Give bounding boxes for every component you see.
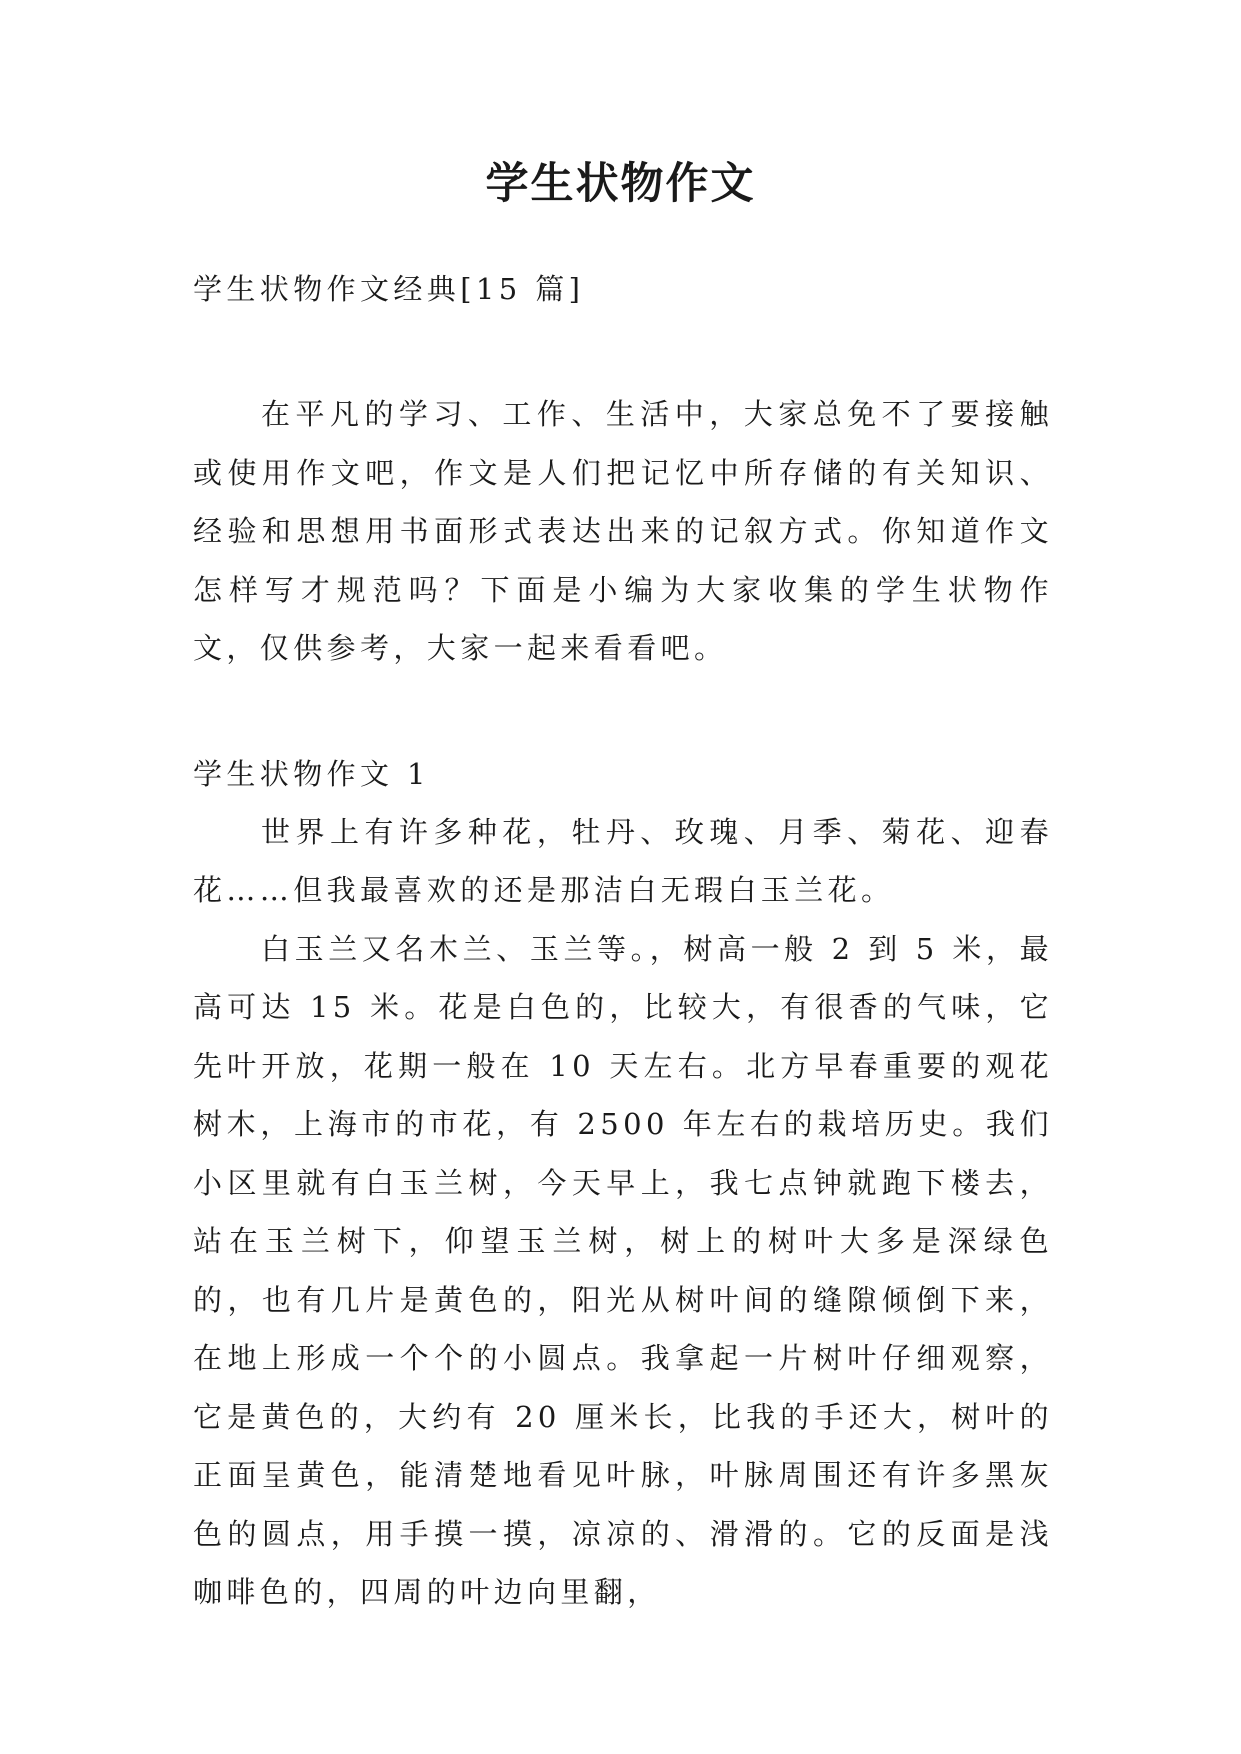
intro-paragraph: 在平凡的学习、工作、生活中，大家总免不了要接触或使用作文吧，作文是人们把记忆中所存储的有关知识、经验和思想用书面形式表达出来的记叙方式。你知道作文怎样写才规范吗？下面是小编为大家收集的学生状物作文，仅供参考，大家一起来看看吧。 [193, 397, 1053, 665]
document-subtitle: 学生状物作文经典[15 篇] [193, 272, 585, 306]
essay-section [193, 745, 1053, 1622]
body-paragraph: 白玉兰又名木兰、玉兰等。，树高一般 2 到 5 米，最高可达 15 米。花是白色的，比较大，有很香的气味，它先叶开放，花期一般在 10 天左右。北方早春重要的观花树木，上海市的市花，有 2500 年左右的栽培历史。我们小区里就有白玉兰树，今天早上，我七点钟就跑下楼去，站在玉兰树下，仰望玉兰树，树上的树叶大多是深绿色的，也有几片是黄色的，阳光从树叶间的缝隙倾倒下来，在地上形成一个个的小圆点。我拿起一片树叶仔细观察，它是黄色的，大约有 20 厘米长，比我的手还大，树叶的正面呈黄色，能清楚地看见叶脉，叶脉周围还有许多黑灰色的圆点，用手摸一摸，凉凉的、滑滑的。它的反面是浅咖啡色的，四周的叶边向里翻， [193, 931, 1053, 1609]
body-paragraph: 世界上有许多种花，牡丹、玫瑰、月季、菊花、迎春花……但我最喜欢的还是那洁白无瑕白玉兰花。 [193, 814, 1053, 907]
document-title: 学生状物作文 [485, 159, 756, 209]
document-body [193, 260, 1053, 1622]
section-heading: 学生状物作文 1 [193, 756, 430, 791]
